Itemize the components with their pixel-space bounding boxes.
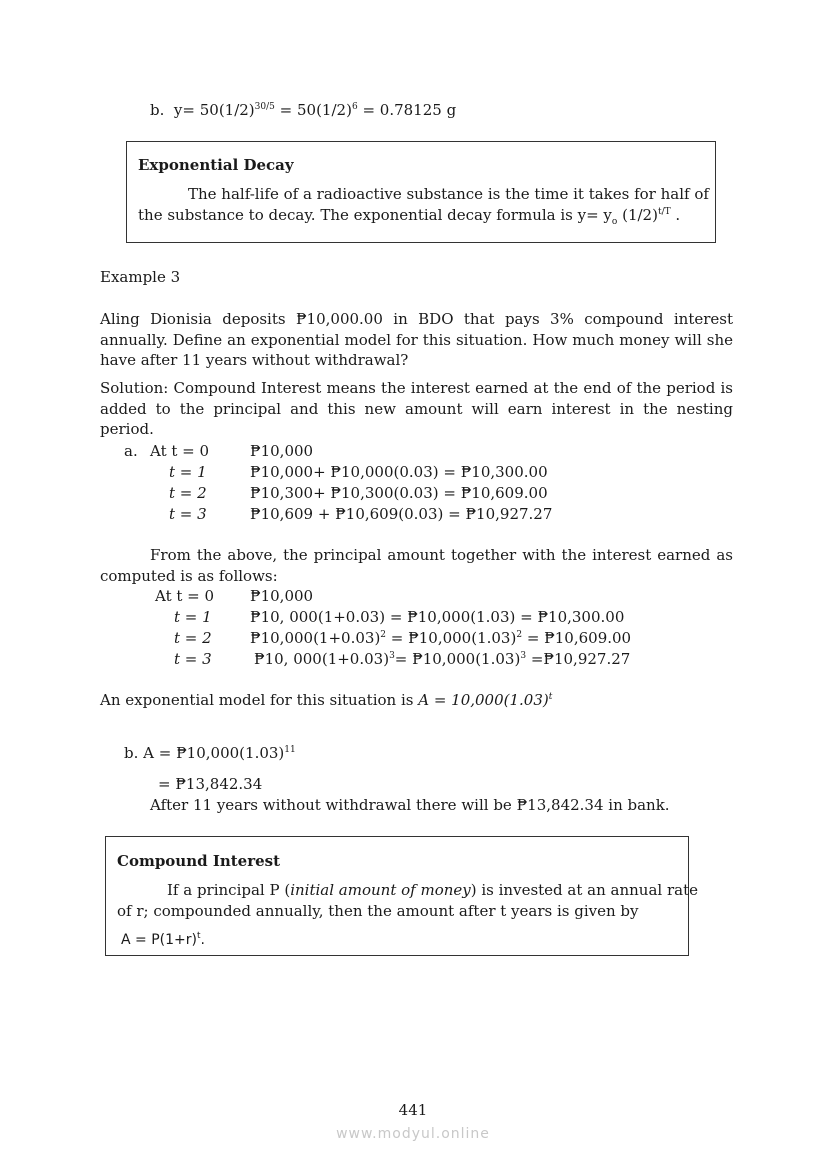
compound-box-title: Compound Interest	[117, 852, 281, 870]
model-formula: A = 10,000(1.03)	[418, 691, 549, 709]
part-b-result: = ₱13,842.34	[158, 775, 263, 793]
table-b-t1-value: ₱10, 000(1+0.03) = ₱10,000(1.03) = ₱10,300.00	[250, 608, 625, 626]
table-b-t3-value: ₱10, $000(1+0.03)^3=$ $₱10,000(1.03)^3$ =₱10,927.27	[254, 650, 631, 668]
table-b-t2-label: t = 2	[174, 629, 212, 647]
decay-definition-line2: the substance to decay. The exponential decay formula is $y= y_o$ $(1/2)^{t/T}$ .	[138, 206, 681, 227]
solution-paragraph: Solution: Compound Interest means the interest earned at the end of the period is added to the principal and this new amount will earn interest in the nesting period.	[100, 379, 733, 438]
table-b-t3-label: t = 3	[174, 650, 212, 668]
part-b-formula: b. $A = ₱10,000(1.03)^{11}$	[124, 744, 296, 762]
part-b-half-life-line: b. $y= 50(1/2)^{30/5} = 50(1/2)^6 = 0.78125$ g	[150, 101, 457, 119]
compound-definition-line1: If a principal P (initial amount of money) is invested at an annual rate	[167, 881, 698, 899]
compound-formula: $A = P(1+r)^t$.	[121, 931, 205, 948]
table-a-t2-label: t = 2	[169, 484, 207, 502]
item-label: b.	[150, 101, 165, 119]
table-b-t0-label: At t = 0	[155, 587, 215, 605]
decay-box-title: Exponential Decay	[138, 156, 294, 174]
problem-paragraph: Aling Dionisia deposits ₱10,000.00 in BDO that pays 3% compound interest annually. Define an exponential model for this situation. How much money will she have after 11 years without withdrawal?	[100, 310, 733, 369]
example-heading: Example 3	[100, 268, 181, 286]
compound-interest-box	[105, 836, 698, 956]
table-b-t0-value: ₱10,000	[250, 587, 314, 605]
table-a-t1-value: ₱10,000+ ₱10,000(0.03) = ₱10,300.00	[250, 463, 548, 481]
table-a-label: a.	[124, 442, 138, 460]
model-sentence: An exponential model for this situation is $A = 10,000(1.03)^t$	[100, 691, 553, 709]
table-a-t2-value: ₱10,300+ ₱10,300(0.03) = ₱10,609.00	[250, 484, 548, 502]
table-a-t1-label: t = 1	[169, 463, 207, 481]
decay-definition-line1: The half-life of a radioactive substance is the time it takes for half of	[188, 185, 709, 203]
page-number: 441	[398, 1101, 428, 1119]
from-above-paragraph: From the above, the principal amount together with the interest earned as computed is as follows:	[100, 546, 733, 585]
exponential-decay-box	[126, 141, 716, 243]
table-b-t1-label: t = 1	[174, 608, 212, 626]
part-b-conclusion: After 11 years without withdrawal there will be ₱13,842.34 in bank.	[150, 796, 670, 814]
table-a-t3-value: ₱10,609 + ₱10,609(0.03) = ₱10,927.27	[250, 505, 553, 523]
table-b-t2-value: $₱10,000(1+0.03)^2$ = $₱10,000(1.03)^2$ = ₱10,609.00	[250, 629, 632, 647]
table-a-t0-value: ₱10,000	[250, 442, 314, 460]
compound-definition-line2: of r; compounded annually, then the amount after t years is given by	[117, 902, 639, 920]
table-a-t3-label: t = 3	[169, 505, 207, 523]
watermark: www.modyul.online	[336, 1126, 490, 1142]
table-a-t0-label: At t = 0	[150, 442, 210, 460]
